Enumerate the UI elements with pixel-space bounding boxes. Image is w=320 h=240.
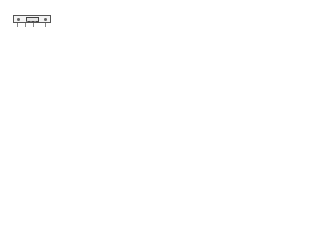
device-diagram	[13, 15, 51, 23]
left-knob-icon	[17, 18, 20, 21]
item-label	[7, 67, 18, 69]
panel-button-icon	[34, 21, 36, 22]
callout-line	[45, 23, 46, 27]
callout-line	[25, 23, 26, 27]
callout-line	[17, 23, 18, 27]
list-item	[7, 28, 57, 32]
list-item	[7, 67, 57, 71]
page-subheading	[7, 11, 47, 14]
item-description	[20, 28, 57, 32]
item-description	[20, 56, 57, 60]
list-item	[7, 50, 57, 54]
right-knob-icon	[44, 18, 47, 21]
item-label	[7, 34, 18, 36]
item-label	[7, 45, 18, 47]
list-item	[7, 56, 57, 60]
list-item	[7, 34, 57, 38]
item-label	[7, 39, 18, 41]
item-label	[7, 28, 18, 30]
item-label	[7, 56, 18, 58]
item-description	[20, 67, 57, 71]
panel-button-icon	[30, 21, 32, 22]
callout-line	[33, 23, 34, 27]
panel-button-icon	[26, 21, 28, 22]
list-item	[7, 39, 57, 43]
item-label	[7, 62, 18, 64]
list-item	[7, 62, 57, 66]
item-description	[20, 34, 57, 38]
list-item	[7, 45, 57, 49]
item-label	[7, 50, 18, 52]
item-description	[20, 62, 57, 66]
item-description	[20, 50, 57, 54]
item-description	[20, 39, 57, 43]
item-description	[20, 45, 57, 49]
description-list	[7, 28, 57, 73]
